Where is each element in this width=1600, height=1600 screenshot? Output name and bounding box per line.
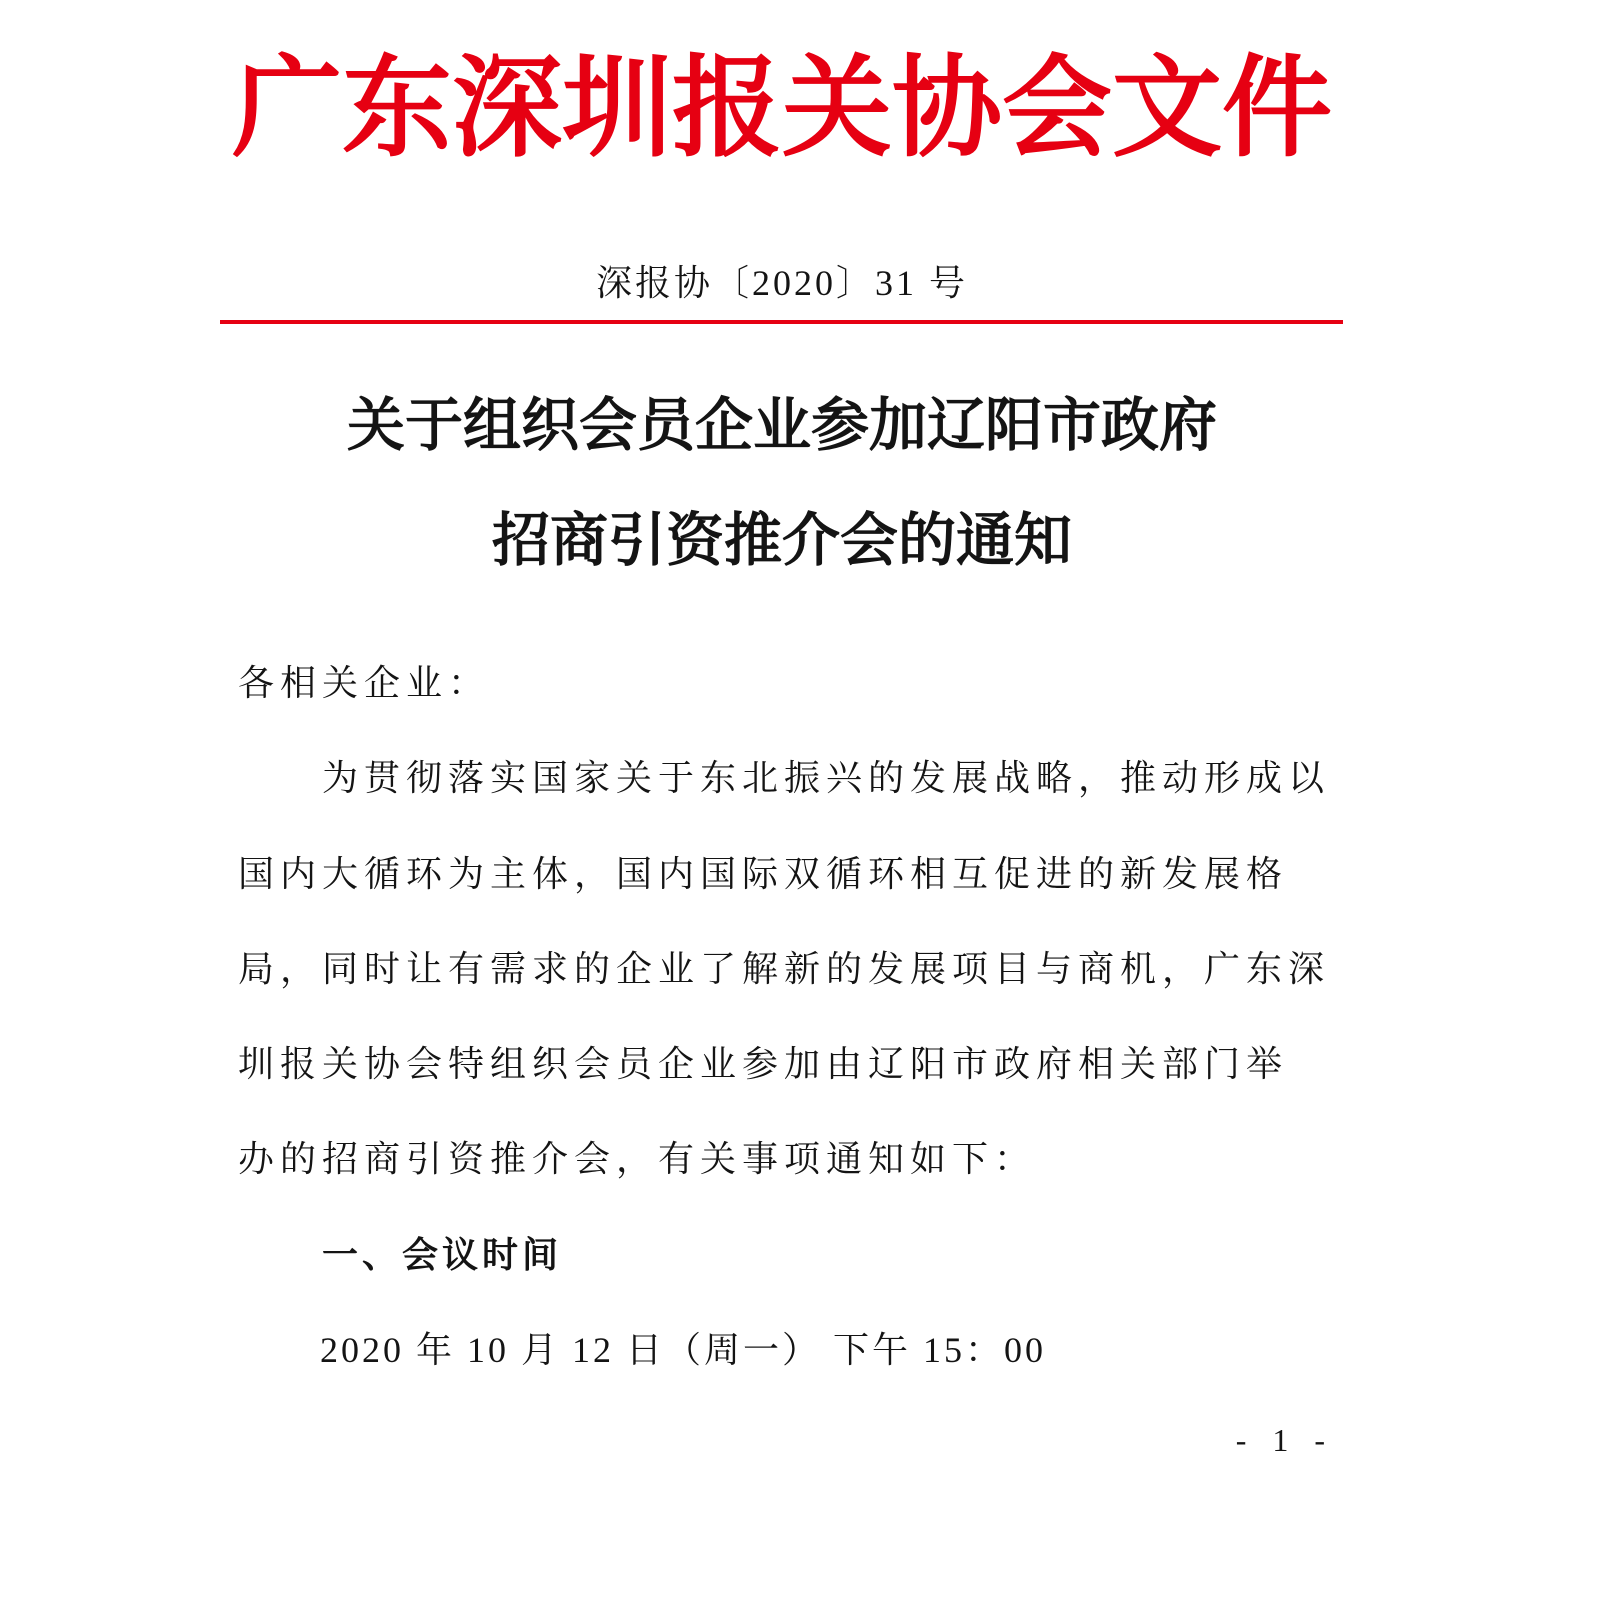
org-header-title: 广东深圳报关协会文件 [232, 44, 1332, 172]
notice-title-line-1: 关于组织会员企业参加辽阳市政府 [346, 391, 1217, 459]
paragraph-line: 国内大循环为主体，国内国际双循环相互促进的新发展格 [238, 853, 1289, 894]
red-divider-line [220, 320, 1343, 324]
body-paragraph [238, 731, 1338, 1207]
doc-number: 深报协〔2020〕31 号 [595, 263, 968, 303]
notice-title-line-2: 招商引资推介会的通知 [491, 506, 1072, 574]
page-number: - 1 - [1235, 1422, 1334, 1458]
meeting-time-text: 2020 年 10 月 12 日（周一） 下午 15：00 [320, 1330, 1047, 1371]
salutation: 各相关企业： [238, 663, 491, 703]
paragraph-line: 为贯彻落实国家关于东北振兴的发展战略，推动形成以 [322, 758, 1331, 799]
paragraph-line: 办的招商引资推介会，有关事项通知如下： [238, 1139, 1037, 1180]
paragraph-line: 圳报关协会特组织会员企业参加由辽阳市政府相关部门举 [238, 1044, 1289, 1085]
section-heading-meeting-time: 一、会议时间 [322, 1234, 563, 1275]
document-body [238, 636, 1338, 1398]
paragraph-line: 局，同时让有需求的企业了解新的发展项目与商机，广东深 [238, 948, 1331, 989]
